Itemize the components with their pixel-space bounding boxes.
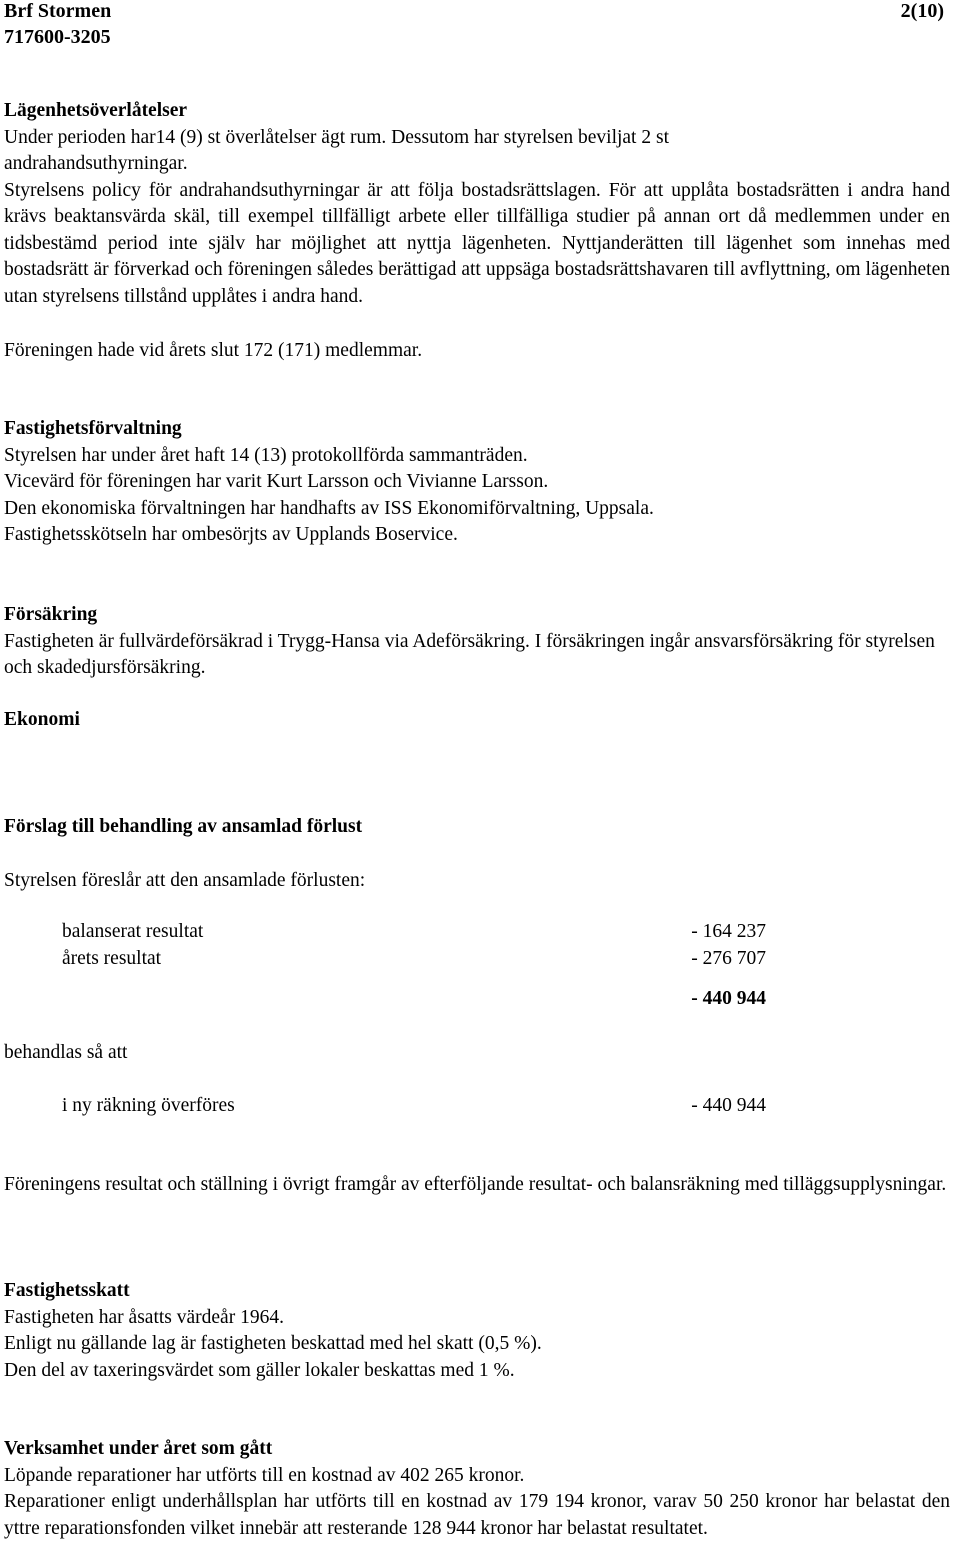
behandlas-text: behandlas så att <box>4 1042 128 1063</box>
behandlas-paragraph <box>4 1040 950 1067</box>
section-forsakring <box>4 602 950 682</box>
section-fastighetsskatt <box>4 1278 950 1384</box>
proposal-outro-text: Föreningens resultat och ställning i övrigt framgår av efterföljande resultat- och balansräkning med tilläggsupplysningar. <box>4 1174 947 1195</box>
row-value: - 164 237 <box>691 921 766 942</box>
proposal-intro <box>4 868 950 895</box>
row-label: balanserat resultat <box>62 921 204 942</box>
row-value: - 440 944 <box>691 1095 766 1116</box>
row-label: i ny räkning överföres <box>62 1095 235 1116</box>
section-ekonomi <box>4 707 950 734</box>
subletting-policy-text: Styrelsens policy för andrahandsuthyrningar är att följa bostadsrättslagen. För att upplåta bostadsrätten i andra hand krävs beaktansvärda skäl, till exempel tillfälligt arbete eller tillfälliga studier på annan ort då medlemmen under en tidsbestämd period inte själv har möjlighet att nyttja lägenheten. Nyttjanderätten till lägenhet som innehas med bostadsrätt är förverkad och föreningen således berättigad att uppsäga bostadsrättshavaren till avflyttning, om lägenheten utan styrelsens tillstånd upplåtes i andra hand. <box>4 179 950 307</box>
section-forslag <box>4 814 950 841</box>
section-heading: Förslag till behandling av ansamlad förlust <box>4 816 363 837</box>
tax-line: Den del av taxeringsvärdet som gäller lokaler beskattas med 1 %. <box>4 1359 515 1381</box>
members-text: Föreningen hade vid årets slut 172 (171) medlemmar. <box>4 340 423 361</box>
section-heading: Fastighetsskatt <box>4 1280 130 1301</box>
proposal-outro <box>4 1172 950 1199</box>
management-line: Styrelsen har under året haft 14 (13) protokollförda sammanträden. <box>4 444 528 466</box>
proposal-total-row <box>4 986 950 1013</box>
section-heading: Verksamhet under året som gått <box>4 1438 273 1459</box>
transfers-text: Under perioden har14 (9) st överlåtelser ägt rum. Dessutom har styrelsen beviljat 2 st andrahandsuthyrningar. <box>4 126 669 174</box>
page-header-left <box>4 0 111 50</box>
section-heading: Försäkring <box>4 604 98 625</box>
proposal-row <box>4 919 950 946</box>
org-name: Brf Stormen <box>4 0 112 22</box>
tax-line: Enligt nu gällande lag är fastigheten beskattad med hel skatt (0,5 %). <box>4 1333 542 1354</box>
row-label: årets resultat <box>62 947 162 969</box>
carry-forward-row <box>4 1093 950 1120</box>
section-lagenhetsoverlatelser <box>4 98 950 310</box>
members-paragraph <box>4 338 950 365</box>
activity-line: Löpande reparationer har utförts till en kostnad av 402 265 kronor. <box>4 1464 525 1486</box>
proposal-intro-text: Styrelsen föreslår att den ansamlade förlusten: <box>4 870 366 891</box>
section-verksamhet <box>4 1436 950 1542</box>
tax-line: Fastigheten har åsatts värdeår 1964. <box>4 1306 284 1328</box>
org-number: 717600-3205 <box>4 26 111 48</box>
section-fastighetsforvaltning <box>4 416 950 549</box>
activity-line: Reparationer enligt underhållsplan har utförts till en kostnad av 179 194 kronor, varav 50 250 kronor har belastat den yttre reparationsfonden vilket innebär att resterande 128 944 kronor har belastat resultatet. <box>4 1491 950 1539</box>
proposal-row <box>4 946 950 973</box>
proposal-table <box>4 919 950 972</box>
total-value: - 440 944 <box>691 988 766 1009</box>
management-line: Vicevärd för föreningen har varit Kurt Larsson och Vivianne Larsson. <box>4 471 549 492</box>
section-heading: Ekonomi <box>4 709 80 730</box>
management-line: Den ekonomiska förvaltningen har handhafts av ISS Ekonomiförvaltning, Uppsala. <box>4 497 654 519</box>
management-line: Fastighetsskötseln har ombesörjts av Upplands Boservice. <box>4 524 458 545</box>
row-value: - 276 707 <box>691 947 766 969</box>
insurance-text: Fastigheten är fullvärdeförsäkrad i Trygg-Hansa via Adeförsäkring. I försäkringen ingår ansvarsförsäkring för styrelsen och skadedjursförsäkring. <box>4 630 935 678</box>
section-heading: Lägenhetsöverlåtelser <box>4 100 188 121</box>
page-number: 2(10) <box>900 0 944 22</box>
section-heading: Fastighetsförvaltning <box>4 418 182 439</box>
